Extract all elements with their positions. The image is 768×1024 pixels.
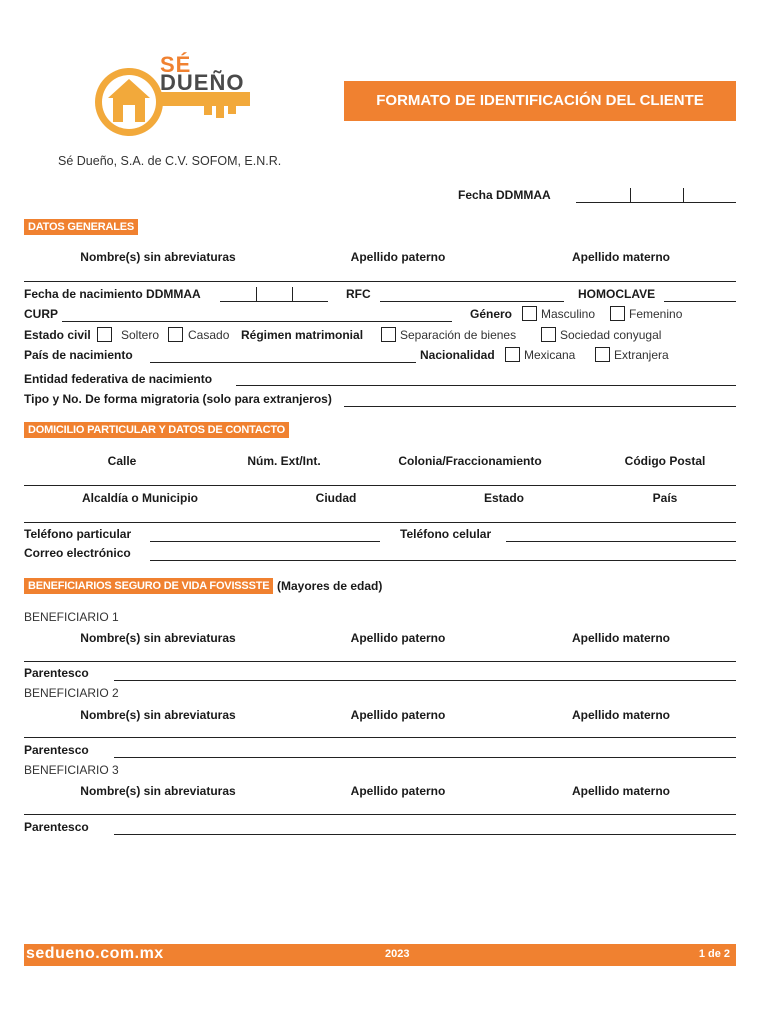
correo-label: Correo electrónico (24, 546, 131, 560)
nacionalidad-extranjera-checkbox[interactable] (595, 347, 610, 362)
nacionalidad-mexicana-checkbox[interactable] (505, 347, 520, 362)
estado-civil-soltero-checkbox[interactable] (97, 327, 112, 342)
estado-civil-casado-label: Casado (188, 328, 230, 342)
pais-nacimiento-label: País de nacimiento (24, 348, 133, 362)
logo-text-se: SÉ (160, 52, 192, 77)
nombre-completo-field[interactable] (24, 281, 736, 282)
forma-migratoria-field[interactable] (344, 406, 736, 407)
beneficiario-nombre-field[interactable] (24, 661, 736, 662)
estado-civil-casado-checkbox[interactable] (168, 327, 183, 342)
fecha-divider (683, 188, 684, 202)
col-apellido-paterno: Apellido paterno (350, 708, 446, 722)
fecha-label: Fecha DDMMAA (458, 188, 551, 202)
col-estado: Estado (483, 491, 525, 505)
company-logo (92, 52, 262, 144)
col-pais: País (652, 491, 678, 505)
section-domicilio: DOMICILIO PARTICULAR Y DATOS DE CONTACTO (24, 422, 289, 438)
col-apellido-paterno: Apellido paterno (350, 631, 446, 645)
beneficiario-nombre-field[interactable] (24, 814, 736, 815)
col-nombre: Nombre(s) sin abreviaturas (80, 250, 236, 264)
col-apellido-paterno: Apellido paterno (350, 784, 446, 798)
genero-masculino-checkbox[interactable] (522, 306, 537, 321)
col-apellido-paterno: Apellido paterno (350, 250, 446, 264)
col-apellido-materno: Apellido materno (571, 250, 671, 264)
parentesco-label: Parentesco (24, 743, 89, 757)
parentesco-field[interactable] (114, 757, 736, 758)
fecha-nacimiento-field[interactable] (220, 301, 328, 302)
section-datos-generales: DATOS GENERALES (24, 219, 138, 235)
regimen-sociedad-checkbox[interactable] (541, 327, 556, 342)
rfc-field[interactable] (380, 301, 564, 302)
beneficiario-heading: BENEFICIARIO 1 (24, 610, 119, 624)
col-ciudad: Ciudad (315, 491, 357, 505)
nacionalidad-label: Nacionalidad (420, 348, 495, 362)
beneficiario-nombre-field[interactable] (24, 737, 736, 738)
beneficiario-heading: BENEFICIARIO 3 (24, 763, 119, 777)
regimen-label: Régimen matrimonial (241, 328, 364, 342)
form-title: FORMATO DE IDENTIFICACIÓN DEL CLIENTE (376, 92, 704, 109)
domicilio-linea-1-field[interactable] (24, 485, 736, 486)
homoclave-field[interactable] (664, 301, 736, 302)
col-colonia: Colonia/Fraccionamiento (398, 454, 542, 468)
footer-page-number: 1 de 2 (698, 948, 730, 960)
fecha-field[interactable] (576, 202, 736, 203)
col-nombre: Nombre(s) sin abreviaturas (80, 631, 236, 645)
entidad-federativa-label: Entidad federativa de nacimiento (24, 372, 213, 386)
correo-field[interactable] (150, 560, 736, 561)
fecha-nacimiento-label: Fecha de nacimiento DDMMAA (24, 287, 201, 301)
fecha-nac-divider (256, 287, 257, 301)
parentesco-field[interactable] (114, 834, 736, 835)
parentesco-label: Parentesco (24, 666, 89, 680)
forma-migratoria-label: Tipo y No. De forma migratoria (solo para extranjeros) (24, 392, 332, 406)
estado-civil-label: Estado civil (24, 328, 91, 342)
fecha-divider (630, 188, 631, 202)
regimen-sociedad-label: Sociedad conyugal (560, 328, 662, 342)
form-title-bar (344, 81, 736, 121)
col-codigo-postal: Código Postal (624, 454, 706, 468)
col-nombre: Nombre(s) sin abreviaturas (80, 784, 236, 798)
genero-femenino-label: Femenino (629, 307, 683, 321)
col-apellido-materno: Apellido materno (571, 631, 671, 645)
domicilio-linea-2-field[interactable] (24, 522, 736, 523)
telefono-particular-field[interactable] (150, 541, 380, 542)
col-calle: Calle (107, 454, 137, 468)
parentesco-label: Parentesco (24, 820, 89, 834)
nacionalidad-extranjera-label: Extranjera (614, 348, 669, 362)
beneficiario-heading: BENEFICIARIO 2 (24, 686, 119, 700)
footer-bar (24, 944, 736, 966)
fecha-nac-divider (292, 287, 293, 301)
regimen-separacion-label: Separación de bienes (400, 328, 517, 342)
homoclave-label: HOMOCLAVE (578, 287, 656, 301)
beneficiarios-subtitle: (Mayores de edad) (277, 579, 383, 593)
nacionalidad-mexicana-label: Mexicana (524, 348, 576, 362)
telefono-celular-label: Teléfono celular (400, 527, 492, 541)
col-apellido-materno: Apellido materno (571, 708, 671, 722)
telefono-particular-label: Teléfono particular (24, 527, 132, 541)
rfc-label: RFC (346, 287, 371, 301)
genero-femenino-checkbox[interactable] (610, 306, 625, 321)
estado-civil-soltero-label: Soltero (121, 328, 160, 342)
genero-label: Género (470, 307, 513, 321)
logo-text-dueno: DUEÑO (160, 70, 245, 95)
company-legal-name: Sé Dueño, S.A. de C.V. SOFOM, E.N.R. (58, 154, 282, 168)
col-nombre: Nombre(s) sin abreviaturas (80, 708, 236, 722)
col-alcaldia: Alcaldía o Municipio (81, 491, 199, 505)
parentesco-field[interactable] (114, 680, 736, 681)
footer-year: 2023 (385, 948, 410, 960)
pais-nacimiento-field[interactable] (150, 362, 416, 363)
entidad-federativa-field[interactable] (236, 385, 736, 386)
telefono-celular-field[interactable] (506, 541, 736, 542)
curp-field[interactable] (62, 321, 452, 322)
regimen-separacion-checkbox[interactable] (381, 327, 396, 342)
section-beneficiarios: BENEFICIARIOS SEGURO DE VIDA FOVISSSTE (24, 578, 273, 594)
col-apellido-materno: Apellido materno (571, 784, 671, 798)
footer-website: sedueno.com.mx (26, 945, 164, 962)
genero-masculino-label: Masculino (541, 307, 596, 321)
curp-label: CURP (24, 307, 59, 321)
col-num-ext-int: Núm. Ext/Int. (247, 454, 321, 468)
